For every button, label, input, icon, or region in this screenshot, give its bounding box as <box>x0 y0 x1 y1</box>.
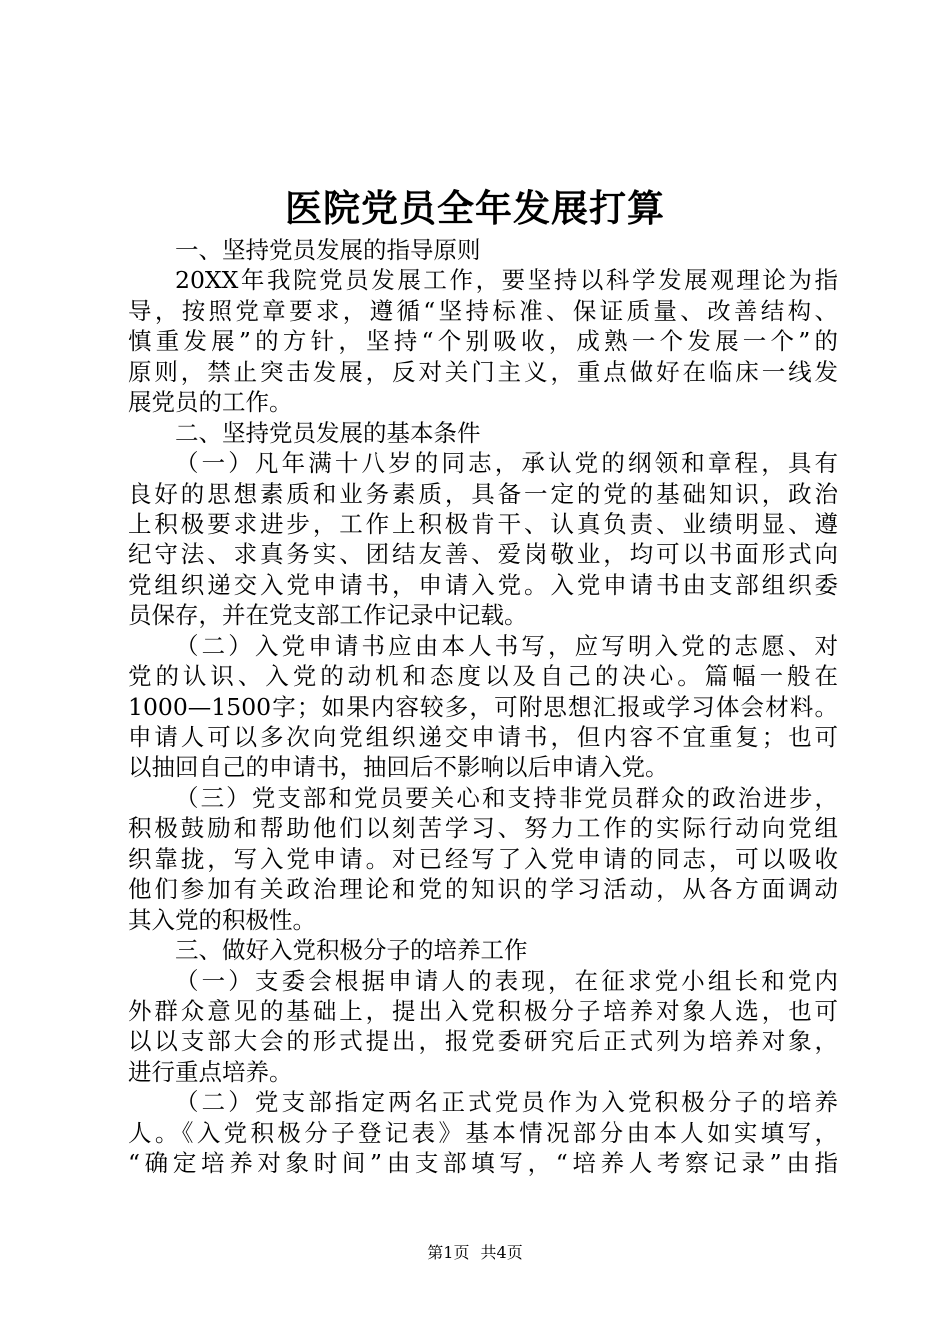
paragraph-first-line: （一）支委会根据申请人的表现，在征求党小组长和党内 <box>175 966 838 995</box>
paragraph-line: 良好的思想素质和业务素质，具备一定的党的基础知识，政治 <box>128 479 838 508</box>
paragraph-line: “确定培养对象时间”由支部填写，“培养人考察记录”由指 <box>128 1149 838 1178</box>
paragraph-line: 导，按照党章要求，遵循“坚持标准、保证质量、改善结构、 <box>128 296 838 325</box>
paragraph-line: 申请人可以多次向党组织递交申请书，但内容不宜重复；也可 <box>128 723 838 751</box>
paragraph-line: 他们参加有关政治理论和党的知识的学习活动，从各方面调动 <box>128 875 838 904</box>
paragraph-line: 积极鼓励和帮助他们以刻苦学习、努力工作的实际行动向党组 <box>128 814 838 843</box>
paragraph-line: 上积极要求进步，工作上积极肯干、认真负责、业绩明显、遵 <box>128 509 838 538</box>
paragraph-last-line: 进行重点培养。 <box>128 1057 293 1086</box>
paragraph-first-line: （三）党支部和党员要关心和支持非党员群众的政治进步， <box>175 783 838 812</box>
paragraph-line: 以以支部大会的形式提出，报党委研究后正式列为培养对象， <box>128 1027 838 1056</box>
paragraph-line: 慎重发展”的方针，坚持“个别吸收，成熟一个发展一个”的 <box>128 327 838 356</box>
document-body <box>128 235 838 1179</box>
section-heading: 一、坚持党员发展的指导原则 <box>175 236 481 264</box>
paragraph-line: 人。《入党积极分子登记表》基本情况部分由本人如实填写， <box>128 1118 838 1147</box>
paragraph-last-line: 展党员的工作。 <box>128 388 293 417</box>
paragraph-line: 党组织递交入党申请书，申请入党。入党申请书由支部组织委 <box>128 570 838 599</box>
paragraph-last-line: 以抽回自己的申请书，抽回后不影响以后申请入党。 <box>128 753 669 782</box>
paragraph-first-line: （二）入党申请书应由本人书写，应写明入党的志愿、对 <box>175 631 838 660</box>
paragraph-last-line: 员保存，并在党支部工作记录中记载。 <box>128 601 528 630</box>
paragraph-line: 原则，禁止突击发展，反对关门主义，重点做好在临床一线发 <box>128 357 838 386</box>
paragraph-line: 外群众意见的基础上，提出入党积极分子培养对象人选，也可 <box>128 996 838 1025</box>
page-footer <box>0 1242 950 1264</box>
paragraph-line: 纪守法、求真务实、团结友善、爱岗敬业，均可以书面形式向 <box>128 540 838 569</box>
page-title: 医院党员全年发展打算 <box>285 186 665 230</box>
paragraph-first-line: （一）凡年满十八岁的同志，承认党的纲领和章程，具有 <box>175 449 838 478</box>
paragraph-line: 织靠拢，写入党申请。对已经写了入党申请的同志，可以吸收 <box>128 844 838 873</box>
page-number: 第1页 <box>427 1243 470 1262</box>
paragraph-line: 党的认识、入党的动机和态度以及自己的决心。篇幅一般在 <box>128 662 838 691</box>
section-heading: 二、坚持党员发展的基本条件 <box>175 418 481 447</box>
paragraph-line: 1000—1500字；如果内容较多，可附思想汇报或学习体会材料。 <box>128 692 838 721</box>
paragraph-first-line: 20XX年我院党员发展工作，要坚持以科学发展观理论为指 <box>175 266 838 295</box>
paragraph-last-line: 其入党的积极性。 <box>128 905 316 934</box>
section-heading: 三、做好入党积极分子的培养工作 <box>175 936 528 965</box>
paragraph-first-line: （二）党支部指定两名正式党员作为入党积极分子的培养 <box>175 1088 838 1117</box>
page-total: 共4页 <box>480 1243 523 1262</box>
